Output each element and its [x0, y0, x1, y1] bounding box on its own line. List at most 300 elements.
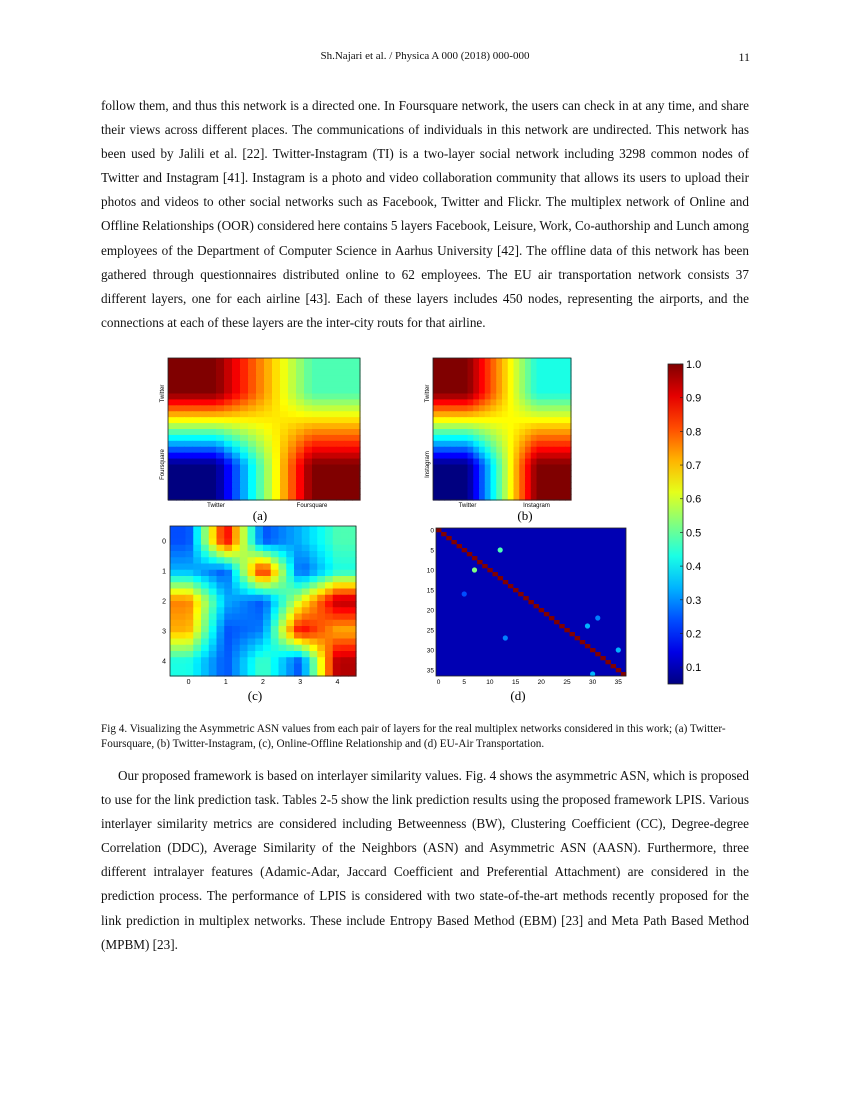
panel-c-cell	[271, 614, 279, 621]
panel-c-cell	[279, 570, 287, 577]
panel-a-cell	[272, 470, 281, 477]
panel-a-cell	[280, 435, 289, 442]
panel-a-cell	[200, 411, 209, 418]
panel-b-cell	[560, 370, 566, 377]
panel-c-cell	[186, 632, 194, 639]
panel-b-cell	[485, 476, 491, 483]
panel-c-cell	[325, 589, 333, 596]
panel-c-cell	[263, 595, 271, 602]
panel-c-cell	[240, 601, 248, 608]
panel-b-cell	[479, 405, 485, 412]
panel-b-cell	[433, 435, 439, 442]
panel-b-label: (b)	[517, 508, 533, 523]
panel-a-cell	[240, 447, 249, 454]
panel-c-cell	[217, 607, 225, 614]
panel-c-cell	[348, 595, 356, 602]
panel-d-diagonal-cell	[492, 572, 497, 576]
panel-c-cell	[333, 551, 341, 558]
panel-c-cell	[217, 664, 225, 671]
panel-a-cell	[296, 364, 305, 371]
panel-a-cell	[280, 447, 289, 454]
panel-b-cell	[462, 465, 468, 472]
panel-b-x-tick: Instagram	[523, 503, 550, 509]
panel-c-cell	[224, 564, 232, 571]
panel-c-cell	[341, 670, 349, 677]
panel-a-cell	[320, 447, 329, 454]
panel-c-cell	[286, 545, 294, 552]
panel-b-cell	[491, 405, 497, 412]
panel-b-cell	[519, 417, 525, 424]
panel-c-cell	[333, 601, 341, 608]
panel-b-cell	[514, 482, 520, 489]
panel-a-cell	[200, 382, 209, 389]
panel-a-cell	[304, 453, 313, 460]
panel-a-cell	[176, 488, 185, 495]
panel-c-cell	[279, 607, 287, 614]
panel-a-cell	[184, 441, 193, 448]
panel-a-cell	[328, 358, 337, 365]
panel-b-cell	[445, 429, 451, 436]
panel-c-cell	[255, 601, 263, 608]
panel-b-cell	[531, 405, 537, 412]
panel-b-cell	[519, 399, 525, 406]
panel-b-cell	[548, 388, 554, 395]
panel-a-cell	[304, 459, 313, 466]
panel-b-cell	[473, 470, 479, 477]
panel-a-cell	[208, 447, 217, 454]
panel-b-cell	[531, 465, 537, 472]
panel-c-cell	[170, 614, 178, 621]
panel-c-cell	[255, 582, 263, 589]
panel-a-cell	[344, 399, 353, 406]
panel-b-cell	[496, 405, 502, 412]
panel-a-cell	[336, 382, 345, 389]
panel-b-cell	[485, 488, 491, 495]
panel-c-cell	[317, 657, 325, 664]
panel-b-cell	[491, 447, 497, 454]
panel-b-cell	[468, 423, 474, 430]
panel-c-cell	[271, 532, 279, 539]
panel-c-cell	[209, 551, 217, 558]
panel-a-cell	[328, 447, 337, 454]
panel-c-y-tick: 0	[162, 538, 166, 546]
panel-a-cell	[272, 465, 281, 472]
panel-c-cell	[271, 664, 279, 671]
panel-c-cell	[201, 570, 209, 577]
panel-a-cell	[176, 429, 185, 436]
panel-a-cell	[224, 376, 233, 383]
panel-c-cell	[193, 551, 201, 558]
panel-c-cell	[317, 582, 325, 589]
panel-a-cell	[288, 388, 297, 395]
panel-b-cell	[491, 482, 497, 489]
panel-b-cell	[439, 388, 445, 395]
panel-b-cell	[519, 447, 525, 454]
panel-c-cell	[248, 626, 256, 633]
panel-b-cell	[519, 470, 525, 477]
panel-a-cell	[248, 417, 257, 424]
panel-a-cell	[352, 358, 361, 365]
panel-b-cell	[502, 364, 508, 371]
panel-b-cell	[519, 411, 525, 418]
panel-c-cell	[170, 645, 178, 652]
panel-c-cell	[224, 551, 232, 558]
panel-a-cell	[184, 482, 193, 489]
panel-b-cell	[548, 376, 554, 383]
panel-a-cell	[176, 394, 185, 401]
panel-b-cell	[508, 470, 514, 477]
panel-a-cell	[216, 382, 225, 389]
panel-b-cell	[473, 388, 479, 395]
panel-c-cell	[193, 607, 201, 614]
panel-c-cell	[232, 607, 240, 614]
panel-b-cell	[439, 470, 445, 477]
panel-c-cell	[302, 595, 310, 602]
panel-c-cell	[224, 607, 232, 614]
panel-c-cell	[201, 551, 209, 558]
panel-b-cell	[491, 459, 497, 466]
panel-c-cell	[294, 657, 302, 664]
panel-a-cell	[184, 470, 193, 477]
panel-d-diagonal-cell	[472, 556, 477, 560]
panel-a-cell	[192, 411, 201, 418]
panel-c-cell	[279, 539, 287, 546]
panel-a-cell	[208, 405, 217, 412]
panel-a-cell	[232, 465, 241, 472]
panel-b-cell	[450, 417, 456, 424]
panel-b-cell	[433, 488, 439, 495]
panel-c-cell	[217, 589, 225, 596]
panel-c-cell	[224, 532, 232, 539]
panel-a-cell	[264, 447, 273, 454]
panel-b-cell	[445, 488, 451, 495]
panel-a-cell	[304, 388, 313, 395]
panel-a-cell	[240, 476, 249, 483]
panel-c-cell	[279, 532, 287, 539]
panel-c-cell	[279, 664, 287, 671]
panel-b-cell	[450, 447, 456, 454]
panel-b-cell	[537, 447, 543, 454]
panel-c-cell	[248, 551, 256, 558]
panel-b-cell	[445, 370, 451, 377]
panel-a-cell	[240, 441, 249, 448]
panel-b-cell	[496, 417, 502, 424]
panel-c-cell	[217, 532, 225, 539]
panel-c-cell	[224, 526, 232, 533]
panel-a-cell	[224, 459, 233, 466]
panel-b-cell	[450, 370, 456, 377]
panel-c-cell	[333, 545, 341, 552]
panel-b-cell	[433, 447, 439, 454]
panel-c-cell	[232, 620, 240, 627]
panel-c-cell	[232, 551, 240, 558]
panel-b-cell	[479, 394, 485, 401]
panel-c-cell	[217, 651, 225, 658]
panel-b-cell	[473, 394, 479, 401]
panel-a-cell	[336, 435, 345, 442]
panel-c-cell	[201, 620, 209, 627]
panel-b-cell	[537, 488, 543, 495]
panel-b-cell	[519, 358, 525, 365]
panel-c-cell	[201, 664, 209, 671]
colorbar-tick-label: 0.1	[686, 662, 702, 675]
panel-b-cell	[450, 394, 456, 401]
panel-a-cell	[176, 435, 185, 442]
panel-a-cell	[288, 423, 297, 430]
panel-b-cell	[502, 388, 508, 395]
panel-a-cell	[272, 423, 281, 430]
panel-a-cell	[216, 447, 225, 454]
panel-c-cell	[248, 670, 256, 677]
panel-a-cell	[216, 470, 225, 477]
panel-c-cell	[294, 664, 302, 671]
panel-b-cell	[519, 370, 525, 377]
panel-a-cell	[168, 423, 177, 430]
panel-c-cell	[232, 614, 240, 621]
panel-c-x-tick: 4	[335, 679, 340, 686]
panel-d-diagonal-cell	[544, 612, 549, 616]
panel-b-cell	[519, 441, 525, 448]
panel-c-cell	[170, 539, 178, 546]
panel-b-cell	[508, 423, 514, 430]
panel-a-cell	[336, 405, 345, 412]
panel-c-cell	[341, 576, 349, 583]
panel-a-cell	[184, 388, 193, 395]
panel-a-cell	[280, 376, 289, 383]
panel-c-cell	[170, 576, 178, 583]
panel-a-cell	[352, 417, 361, 424]
panel-b-cell	[542, 482, 548, 489]
panel-b-cell	[542, 453, 548, 460]
panel-b-cell	[542, 358, 548, 365]
panel-a-cell	[264, 435, 273, 442]
panel-a-cell	[176, 399, 185, 406]
panel-b-cell	[560, 476, 566, 483]
panel-c-cell	[341, 582, 349, 589]
panel-c-cell	[333, 607, 341, 614]
panel-d-diagonal-cell	[457, 544, 462, 548]
panel-c-cell	[333, 526, 341, 533]
panel-c-cell	[193, 589, 201, 596]
panel-c-cell	[286, 595, 294, 602]
panel-a-cell	[304, 399, 313, 406]
panel-c-cell	[325, 551, 333, 558]
panel-b-cell	[525, 488, 531, 495]
panel-a-cell	[240, 358, 249, 365]
panel-a-cell	[304, 488, 313, 495]
panel-b-cell	[473, 411, 479, 418]
panel-b-cell	[468, 417, 474, 424]
panel-a-cell	[288, 453, 297, 460]
panel-c-cell	[217, 545, 225, 552]
panel-b-cell	[468, 429, 474, 436]
panel-c-cell	[178, 595, 186, 602]
panel-a-cell	[352, 405, 361, 412]
panel-c-cell	[341, 570, 349, 577]
panel-a-cell	[216, 405, 225, 412]
panel-c-cell	[333, 589, 341, 596]
panel-b-cell	[491, 388, 497, 395]
panel-c-cell	[178, 526, 186, 533]
panel-a-cell	[256, 429, 265, 436]
panel-c-cell	[255, 664, 263, 671]
panel-c-cell	[224, 557, 232, 564]
panel-a-cell	[168, 459, 177, 466]
panel-b-cell	[468, 370, 474, 377]
panel-a-cell	[304, 465, 313, 472]
panel-a-cell	[176, 447, 185, 454]
panel-c-cell	[333, 532, 341, 539]
panel-c-cell	[279, 670, 287, 677]
panel-c-cell	[201, 564, 209, 571]
panel-a-cell	[248, 488, 257, 495]
panel-a-cell	[192, 382, 201, 389]
panel-c-cell	[170, 632, 178, 639]
panel-b-cell	[531, 435, 537, 442]
panel-a-cell	[264, 476, 273, 483]
panel-a-cell	[232, 459, 241, 466]
panel-c-cell	[240, 639, 248, 646]
panel-b-cell	[456, 423, 462, 430]
panel-a-cell	[288, 358, 297, 365]
colorbar-tick-label: 0.2	[686, 628, 702, 641]
panel-b-cell	[531, 470, 537, 477]
panel-d-x-tick: 5	[462, 679, 467, 686]
panel-b-cell	[560, 453, 566, 460]
panel-c-cell	[224, 576, 232, 583]
panel-a-cell	[224, 435, 233, 442]
panel-c-cell	[279, 589, 287, 596]
panel-d-diagonal-cell	[554, 620, 559, 624]
panel-b-cell	[531, 382, 537, 389]
panel-c-cell	[348, 564, 356, 571]
panel-b-cell	[450, 405, 456, 412]
panel-b-cell	[468, 388, 474, 395]
panel-b-cell	[433, 417, 439, 424]
panel-d-y-tick: 0	[430, 527, 434, 535]
panel-a-cell	[344, 447, 353, 454]
panel-b-cell	[496, 482, 502, 489]
panel-a-cell	[200, 376, 209, 383]
panel-c-cell	[286, 526, 294, 533]
panel-a-cell	[200, 441, 209, 448]
panel-a-cell	[280, 382, 289, 389]
panel-c-cell	[240, 582, 248, 589]
panel-a-cell	[192, 370, 201, 377]
panel-c-cell	[286, 532, 294, 539]
panel-c-cell	[186, 564, 194, 571]
panel-c-cell	[286, 570, 294, 577]
panel-c-cell	[317, 532, 325, 539]
panel-c-cell	[170, 639, 178, 646]
panel-b-cell	[508, 447, 514, 454]
panel-c-cell	[348, 639, 356, 646]
panel-c-cell	[348, 645, 356, 652]
panel-b-cell	[542, 435, 548, 442]
panel-b-cell	[514, 447, 520, 454]
panel-a-cell	[320, 465, 329, 472]
panel-c-cell	[310, 651, 318, 658]
panel-c-cell	[209, 670, 217, 677]
panel-c-cell	[232, 595, 240, 602]
panel-b-cell	[433, 470, 439, 477]
panel-c-y-tick: 2	[162, 598, 166, 606]
panel-c-cell	[255, 589, 263, 596]
panel-a-cell	[256, 441, 265, 448]
panel-d-diagonal-cell	[559, 624, 564, 628]
panel-a-cell	[256, 382, 265, 389]
panel-b-cell	[560, 376, 566, 383]
panel-d-highlight	[472, 567, 477, 572]
panel-d-x-tick: 25	[563, 679, 571, 686]
panel-a-cell	[328, 435, 337, 442]
panel-b-cell	[525, 358, 531, 365]
panel-c-cell	[170, 626, 178, 633]
panel-b-cell	[450, 488, 456, 495]
panel-d-diagonal-cell	[611, 664, 616, 668]
panel-c-cell	[193, 651, 201, 658]
panel-a-cell	[312, 482, 321, 489]
panel-a-cell	[240, 465, 249, 472]
panel-a-cell	[288, 370, 297, 377]
panel-c-cell	[333, 657, 341, 664]
panel-b-cell	[479, 370, 485, 377]
panel-b-cell	[462, 399, 468, 406]
colorbar-tick-label: 0.9	[686, 392, 702, 405]
panel-a-cell	[248, 382, 257, 389]
panel-a-cell	[168, 405, 177, 412]
panel-c-cell	[310, 595, 318, 602]
panel-a-cell	[224, 382, 233, 389]
panel-a-cell	[280, 358, 289, 365]
panel-a-cell	[224, 476, 233, 483]
panel-a-cell	[272, 364, 281, 371]
panel-b-cell	[542, 441, 548, 448]
panel-c-cell	[310, 570, 318, 577]
panel-c-cell	[279, 639, 287, 646]
panel-c-cell	[317, 614, 325, 621]
panel-c-cell	[302, 607, 310, 614]
panel-c-cell	[224, 620, 232, 627]
panel-c-cell	[317, 551, 325, 558]
panel-d-diagonal-cell	[482, 564, 487, 568]
panel-a-cell	[184, 453, 193, 460]
panel-b-cell	[462, 453, 468, 460]
panel-b-cell	[445, 476, 451, 483]
panel-b-cell	[485, 482, 491, 489]
panel-b-cell	[445, 405, 451, 412]
panel-a-cell	[168, 435, 177, 442]
panel-a-cell	[224, 488, 233, 495]
panel-c-cell	[333, 670, 341, 677]
panel-c-cell	[201, 645, 209, 652]
panel-b-x-tick: Twitter	[458, 503, 477, 509]
panel-b-cell	[531, 459, 537, 466]
panel-a-cell	[296, 423, 305, 430]
panel-c-cell	[294, 607, 302, 614]
panel-a-cell	[344, 417, 353, 424]
panel-b-cell	[548, 465, 554, 472]
panel-b-cell	[554, 382, 560, 389]
panel-c-cell	[255, 539, 263, 546]
panel-c-cell	[325, 614, 333, 621]
panel-b-cell	[502, 476, 508, 483]
panel-c-cell	[294, 564, 302, 571]
panel-a-cell	[280, 394, 289, 401]
panel-b-cell	[479, 429, 485, 436]
panel-b-cell	[525, 388, 531, 395]
panel-c-cell	[248, 595, 256, 602]
